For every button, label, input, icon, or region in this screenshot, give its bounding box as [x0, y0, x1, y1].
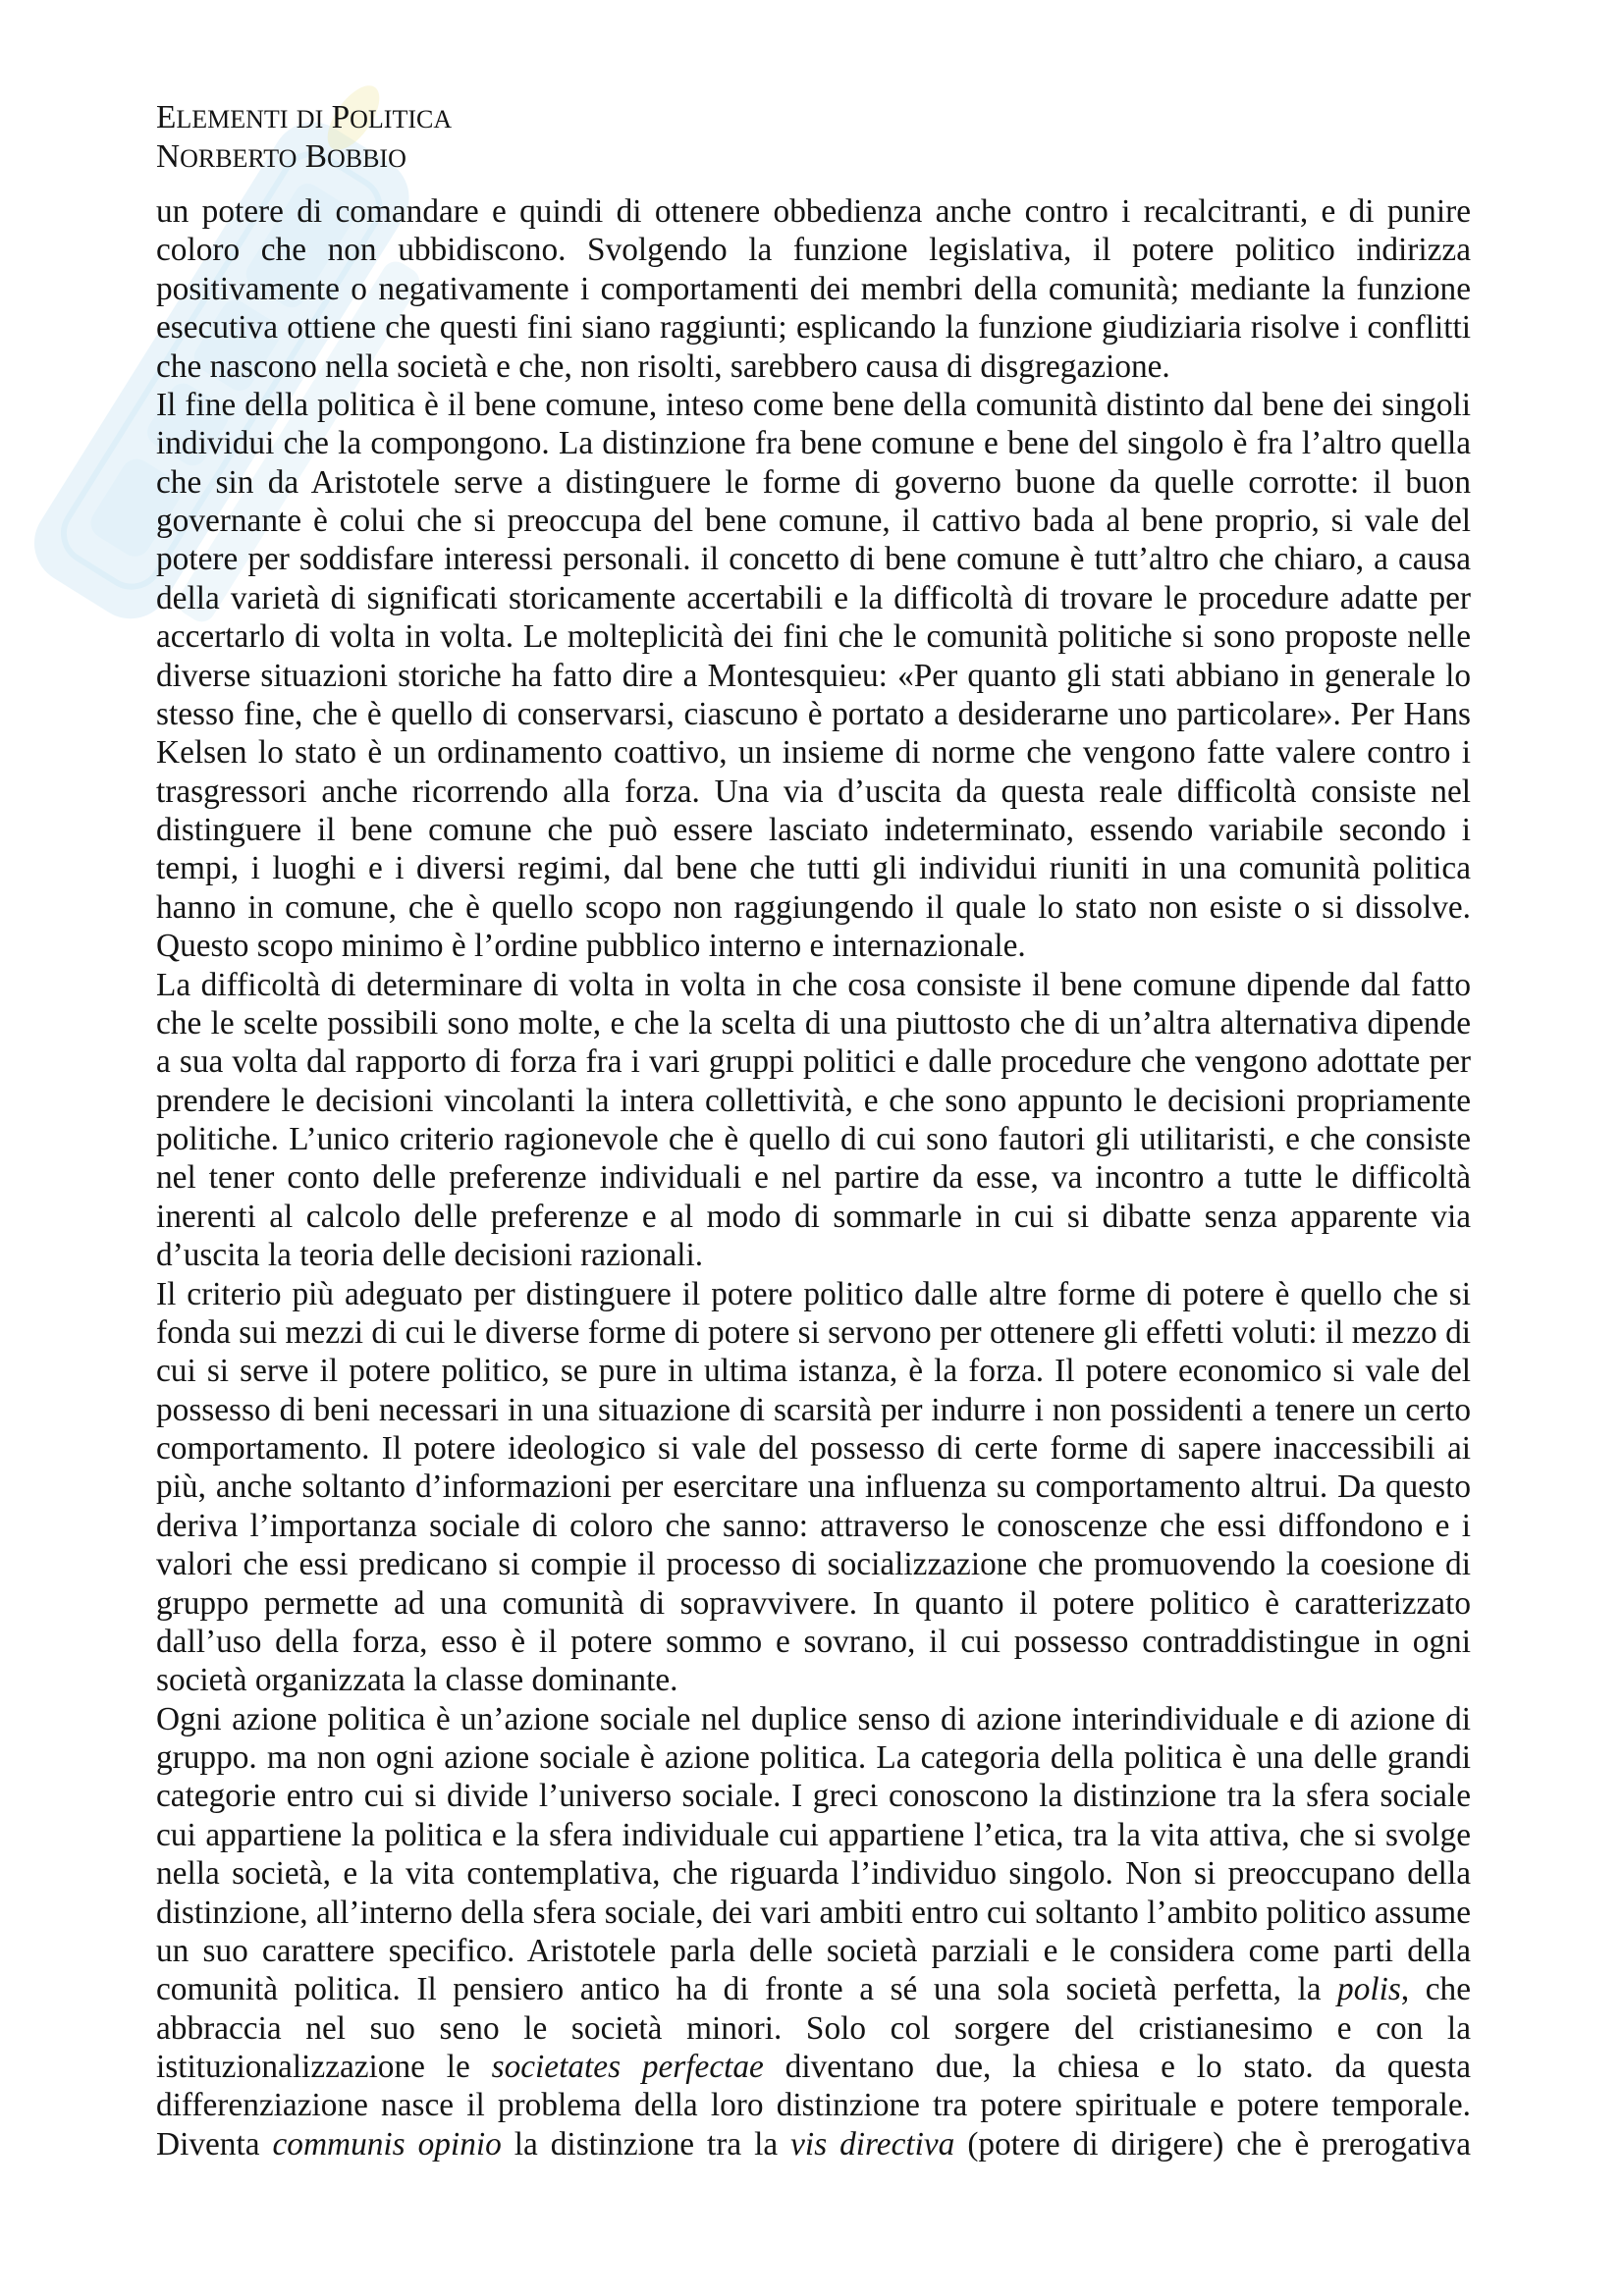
header-title [156, 98, 452, 137]
document-body [156, 192, 1471, 2163]
italic-term: societates perfectae [491, 2049, 764, 2085]
text-segment: la distinzione tra la [501, 2125, 791, 2163]
text-segment: , che abbraccia nel suo seno le società minori. Solo col sorgere del cristianesimo e con la istituzionalizzazione le [156, 1971, 1471, 2085]
italic-term: vis directiva [790, 2125, 955, 2163]
italic-term: communis opinio [272, 2125, 502, 2163]
italic-term: polis [1337, 1971, 1401, 2008]
running-header [156, 98, 452, 177]
header-author-word: NORBERTO [156, 138, 298, 175]
paragraph: Il criterio più adeguato per distinguere il potere politico dalle altre forme di potere è quello che si fonda sui mezzi di cui le diverse forme di potere si servono per ottenere gli effetti voluti: il mezzo di cui si serve il potere politico, se pure in ultima istanza, è la forza. Il potere economico si vale del possesso di beni necessari in una situazione di scarsità per indurre i non possidenti a tenere un certo comportamento. Il potere ideologico si vale del possesso di certe forme di sapere inaccessibili ai più, anche soltanto d’informazioni per esercitare una influenza su comportamento altrui. Da questo deriva l’importanza sociale di coloro che sanno: attraverso le conoscenze che essi diffondono e i valori che essi predicano si compie il processo di socializzazione che promuovendo la coesione di gruppo permette ad una comunità di sopravvivere. In quanto il potere politico è caratterizzato dall’uso della forza, esso è il potere sommo e sovrano, il cui possesso contraddistingue in ogni società organizzata la classe dominante. [156, 1275, 1471, 1699]
paragraph-continued [156, 1700, 1471, 2164]
paragraph: Il fine della politica è il bene comune, inteso come bene della comunità distinto dal bene dei singoli individui che la compongono. La distinzione fra bene comune e bene del singolo è fra l’altro quella che sin da Aristotele serve a distinguere le forme di governo buone da quelle corrotte: il buon governante è colui che si preoccupa del bene comune, il cattivo bada al bene proprio, si vale del potere per soddisfare interessi personali. il concetto di bene comune è tutt’altro che chiaro, a causa della varietà di significati storicamente accertabili e la difficoltà di trovare le procedure adatte per accertarlo di volta in volta. Le molteplicità dei fini che le comunità politiche si sono proposte nelle diverse situazioni storiche ha fatto dire a Montesquieu: «Per quanto gli stati abbiano in generale lo stesso fine, che è quello di conservarsi, ciascuno è portato a desiderarne uno particolare». Per Hans Kelsen lo stato è un ordinamento coattivo, un insieme di norme che vengono fatte valere contro i trasgressori anche ricorrendo alla forza. Una via d’uscita da questa reale difficoltà consiste nel distinguere il bene comune che può essere lasciato indeterminato, essendo variabile secondo i tempi, i luoghi e i diversi regimi, dal bene che tutti gli individui riuniti in una comunità politica hanno in comune, che è quello scopo non raggiungendo il quale lo stato non esiste o si dissolve. Questo scopo minimo è l’ordine pubblico interno e internazionale. [156, 386, 1471, 965]
text-segment: Ogni azione politica è un’azione sociale nel duplice senso di azione interindividuale e di azione di gruppo. ma non ogni azione sociale è azione politica. La categoria della politica è una delle grandi categorie entro cui si divide l’universo sociale. I greci conoscono la distinzione tra la sfera sociale cui appartiene la politica e la sfera individuale cui appartiene l’etica, tra la vita attiva, che si svolge nella società, e la vita contemplativa, che riguarda l’individuo singolo. Non si preoccupano della distinzione, all’interno della sfera sociale, dei vari ambiti entro cui soltanto l’ambito politico assume un suo carattere specifico. Aristotele parla delle società parziali e le considera come parti della comunità politica. Il pensiero antico ha di fronte a sé una sola società perfetta, la [156, 1700, 1471, 2008]
paragraph: un potere di comandare e quindi di ottenere obbedienza anche contro i recalcitranti, e di punire coloro che non ubbidiscono. Svolgendo la funzione legislativa, il potere politico indirizza positivamente o negativamente i comportamenti dei membri della comunità; mediante la funzione esecutiva ottiene che questi fini siano raggiunti; esplicando la funzione giudiziaria risolve i conflitti che nascono nella società e che, non risolti, sarebbero causa di disgregazione. [156, 193, 1471, 385]
text-segment: (potere di dirigere) che è prerogativa [954, 2125, 1471, 2163]
header-title-word: POLITICA [331, 99, 453, 135]
header-title-word: ELEMENTI [156, 99, 289, 135]
header-author [156, 137, 452, 177]
text-segment: diventano due, la chiesa e lo stato. da questa differenziazione nasce il problema della loro distinzione tra potere spirituale e potere temporale. Diventa [156, 2049, 1471, 2163]
paragraph: La difficoltà di determinare di volta in volta in che cosa consiste il bene comune dipende dal fatto che le scelte possibili sono molte, e che la scelta di una piuttosto che di un’altra alternativa dipende a sua volta dal rapporto di forza fra i vari gruppi politici e dalle procedure che vengono adottate per prendere le decisioni vincolanti la intera collettività, e che sono appunto le decisioni propriamente politiche. L’unico criterio ragionevole che è quello di cui sono fautori gli utilitaristi, e che consiste nel tener conto delle preferenze individuali e nel partire da esse, va incontro a tutte le difficoltà inerenti al calcolo delle preferenze e al modo di sommarle in cui si dibatte senza apparente via d’uscita la teoria delle decisioni razionali. [156, 966, 1471, 1274]
header-author-word: BOBBIO [304, 138, 406, 175]
header-title-word: DI [296, 105, 324, 133]
